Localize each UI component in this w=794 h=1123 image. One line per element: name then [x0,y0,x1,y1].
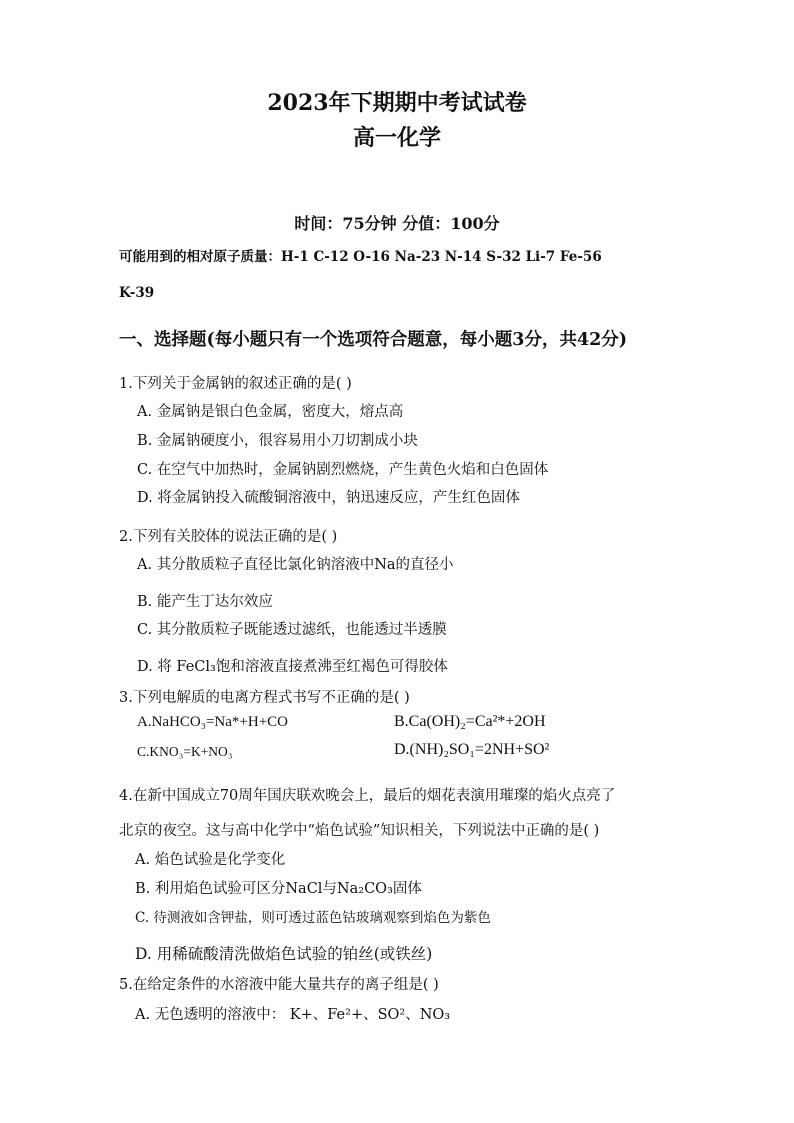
question-4-stem-line1: 4.在新中国成立70周年国庆联欢晚会上，最后的烟花表演用璀璨的焰火点亮了 [119,788,616,804]
question-3-option-a: A.NaHCO₃=Na*+H+CO [137,714,289,730]
subject-title: 高一化学 [352,125,441,151]
question-4-option-d: D. 用稀硫酸清洗做焰色试验的铂丝(或铁丝) [135,945,433,963]
question-3-option-c: C.KNO₃=K+NO₃ [137,744,233,759]
section-title: 一、选择题(每小题只有一个选项符合题意，每小题3分，共42分) [119,330,628,350]
question-2-stem: 2.下列有关胶体的说法正确的是( ) [119,529,338,545]
question-2-option-b: B. 能产生丁达尔效应 [137,594,273,610]
question-1-option-d: D. 将金属钠投入硫酸铜溶液中，钠迅速反应，产生红色固体 [137,490,520,506]
atomic-masses-line2: K-39 [119,285,155,301]
question-2-option-c: C. 其分散质粒子既能透过滤纸，也能透过半透膜 [137,622,447,638]
question-4-option-a: A. 焰色试验是化学变化 [135,852,286,868]
question-1-option-b: B. 金属钠硬度小，很容易用小刀切割成小块 [137,433,418,449]
question-5-stem: 5.在给定条件的水溶液中能大量共存的离子组是( ) [119,977,439,993]
question-3-stem: 3.下列电解质的电离方程式书写不正确的是( ) [119,690,410,706]
question-4-option-b: B. 利用焰色试验可区分NaCl与Na₂CO₃固体 [135,881,422,897]
question-2-option-a: A. 其分散质粒子直径比氯化钠溶液中Na的直径小 [137,557,454,573]
question-4-option-c: C. 待测液如含钾盐，则可透过蓝色钴玻璃观察到焰色为紫色 [135,910,491,926]
time-score-line: 时间：75分钟 分值：100分 [294,214,500,233]
question-1-option-a: A. 金属钠是银白色金属，密度大，熔点高 [137,404,404,420]
question-3-option-b: B.Ca(OH)₂=Ca²*+2OH [394,713,546,730]
question-3-option-d: D.(NH)₂SO₁=2NH+SO² [394,741,550,758]
atomic-masses-line1: 可能用到的相对原子质量：H-1 C-12 O-16 Na-23 N-14 S-32 Li-7 Fe-56 [119,249,602,265]
question-1-stem: 1.下列关于金属钠的叙述正确的是( ) [119,376,352,392]
exam-title: 2023年下期期中考试试卷 [267,90,527,116]
question-1-option-c: C. 在空气中加热时，金属钠剧烈燃烧，产生黄色火焰和白色固体 [137,462,549,478]
question-2-option-d: D. 将 FeCl₃饱和溶液直接煮沸至红褐色可得胶体 [137,659,448,675]
question-4-stem-line2: 北京的夜空。这与高中化学中“焰色试验”知识相关，下列说法中正确的是( ) [119,823,600,839]
question-5-option-a: A. 无色透明的溶液中： K+、Fe²+、SO²、NO₃ [135,1007,451,1023]
